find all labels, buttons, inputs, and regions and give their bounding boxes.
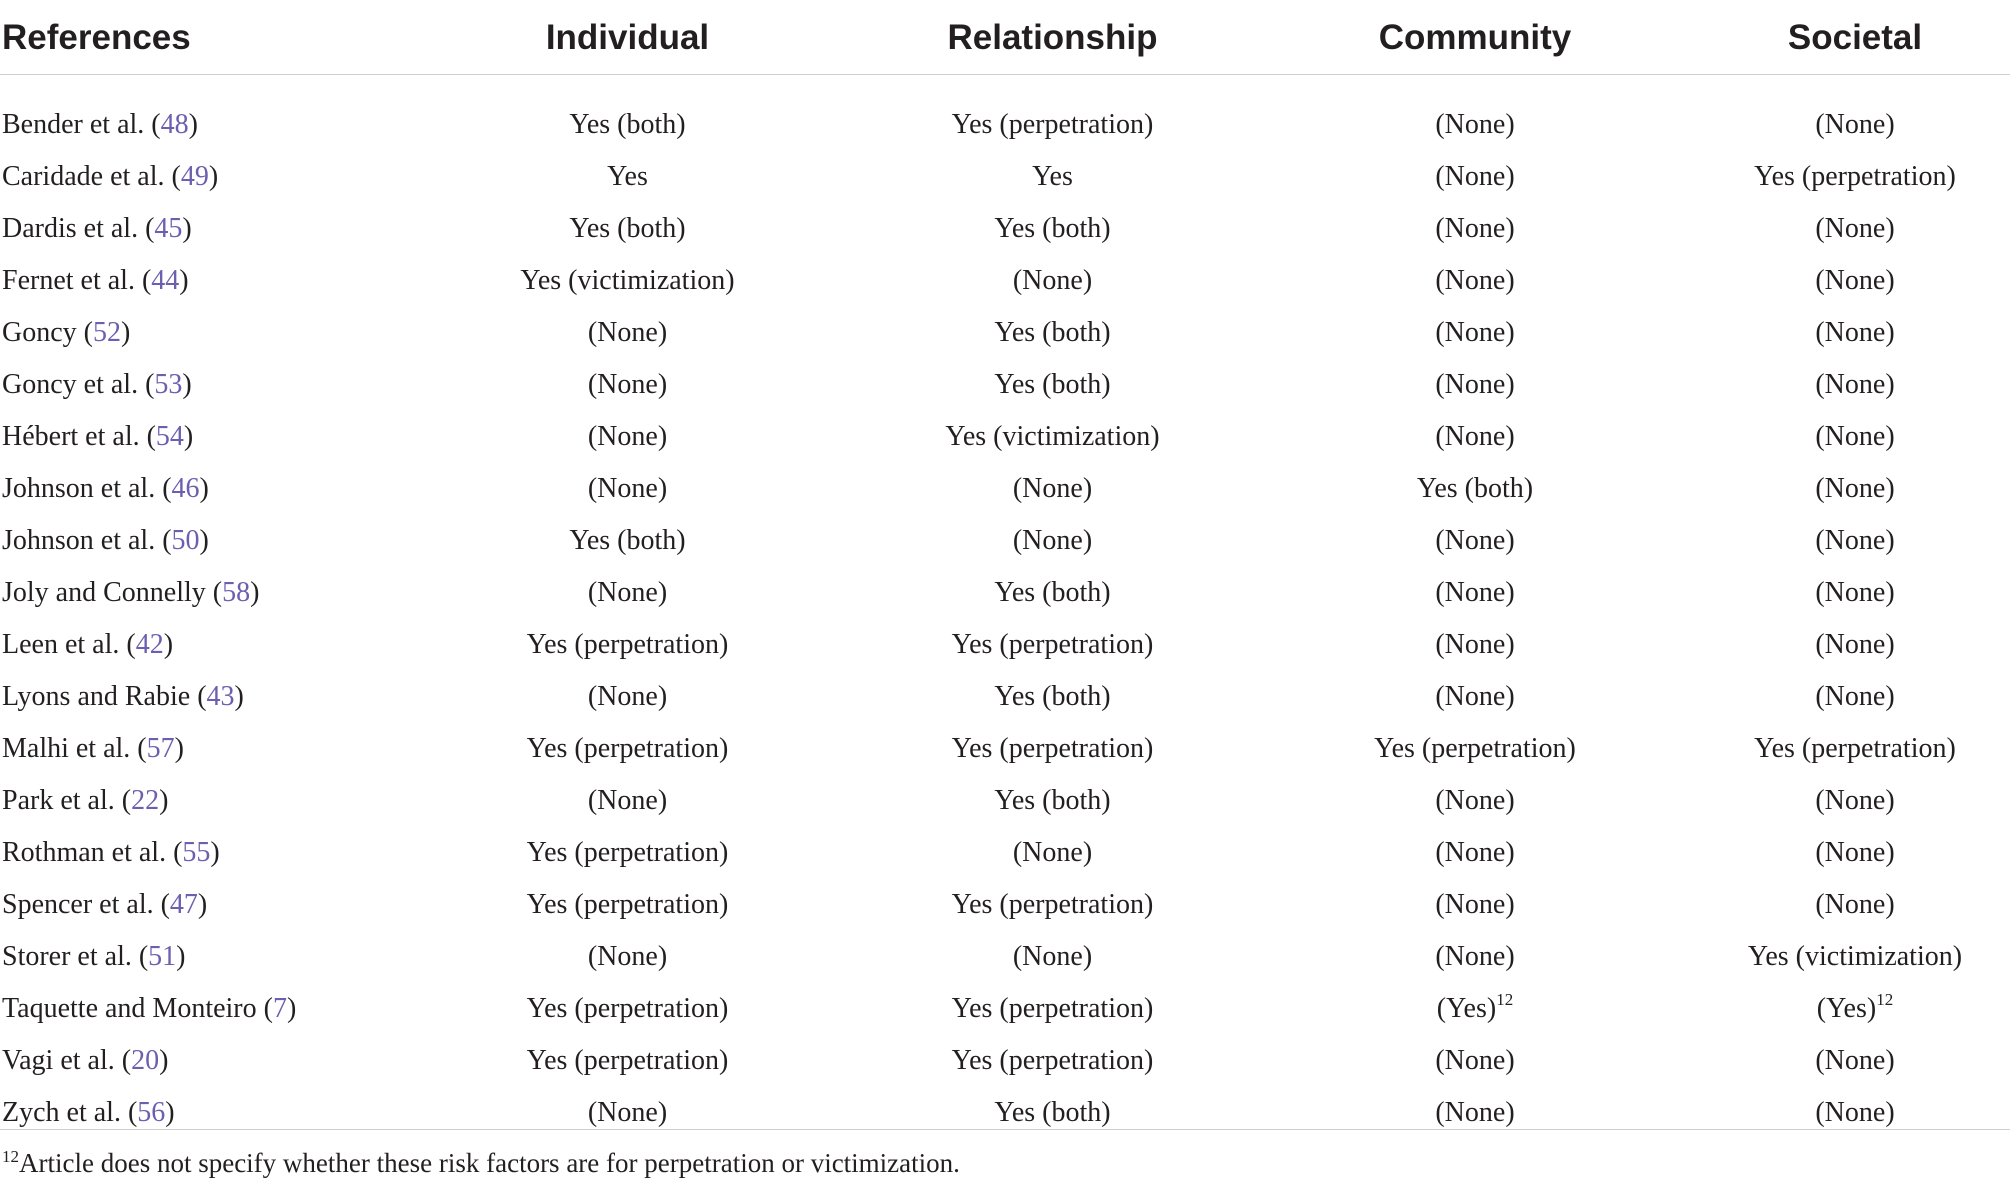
societal-cell — [1700, 1035, 2010, 1087]
table-row — [0, 775, 2010, 827]
reference-cell: Johnson et al. (50) — [2, 525, 209, 556]
table-row — [0, 359, 2010, 411]
citation-link[interactable]: 46 — [171, 473, 200, 504]
reference-cell: Caridade et al. (49) — [2, 161, 219, 192]
societal-value: (None) — [1815, 265, 1895, 296]
table-row — [0, 983, 2010, 1035]
reference-author: Park et al. — [2, 785, 115, 816]
table-footnote — [2, 1147, 960, 1179]
column-header-relationship: Relationship — [855, 0, 1250, 75]
relationship-value: Yes — [1032, 161, 1073, 192]
individual-cell — [400, 1087, 855, 1139]
societal-value: (None) — [1815, 525, 1895, 556]
relationship-cell — [855, 983, 1250, 1035]
individual-cell — [400, 879, 855, 931]
individual-value: (None) — [587, 369, 668, 400]
community-cell — [1250, 827, 1700, 879]
societal-cell — [1700, 671, 2010, 723]
table-row — [0, 515, 2010, 567]
community-value: (None) — [1435, 1097, 1515, 1128]
individual-value: Yes (both) — [569, 213, 686, 244]
header-row — [0, 0, 2010, 75]
societal-cell — [1700, 567, 2010, 619]
community-cell — [1250, 1035, 1700, 1087]
relationship-cell — [855, 411, 1250, 463]
relationship-value: Yes (victimization) — [945, 421, 1160, 452]
relationship-value: Yes (perpetration) — [951, 733, 1154, 764]
societal-value: Yes (victimization) — [1747, 941, 1963, 972]
societal-value: (None) — [1815, 1097, 1895, 1128]
table-row — [0, 827, 2010, 879]
relationship-value: Yes (both) — [994, 317, 1111, 348]
table-header — [0, 0, 2010, 75]
individual-cell — [400, 99, 855, 151]
individual-cell — [400, 567, 855, 619]
citation-link[interactable]: 7 — [272, 993, 287, 1024]
community-value: (None) — [1435, 889, 1515, 920]
reference-author: Fernet et al. — [2, 265, 135, 296]
community-cell — [1250, 775, 1700, 827]
individual-value: (None) — [587, 421, 668, 452]
citation-link[interactable]: 50 — [171, 525, 200, 556]
relationship-value: Yes (both) — [994, 681, 1111, 712]
table-row — [0, 879, 2010, 931]
societal-cell — [1700, 515, 2010, 567]
relationship-cell — [855, 359, 1250, 411]
societal-cell — [1700, 203, 2010, 255]
citation-link[interactable]: 56 — [137, 1097, 166, 1128]
societal-cell — [1700, 775, 2010, 827]
relationship-value: Yes (both) — [994, 577, 1111, 608]
relationship-value: Yes (both) — [994, 213, 1111, 244]
community-cell — [1250, 1087, 1700, 1139]
relationship-cell — [855, 203, 1250, 255]
table-row — [0, 567, 2010, 619]
societal-cell — [1700, 151, 2010, 203]
societal-value: Yes (perpetration) — [1754, 733, 1956, 764]
societal-value: Yes (perpetration) — [1754, 161, 1956, 192]
community-value: (Yes) — [1436, 993, 1497, 1024]
societal-cell — [1700, 463, 2010, 515]
societal-value: (None) — [1815, 577, 1895, 608]
societal-cell — [1700, 619, 2010, 671]
footnote-text: Article does not specify whether these risk factors are for perpetration or victimization. — [19, 1148, 960, 1178]
relationship-cell — [855, 931, 1250, 983]
table-row — [0, 463, 2010, 515]
individual-value: (None) — [587, 785, 668, 816]
community-cell — [1250, 983, 1700, 1035]
relationship-value: (None) — [1012, 525, 1093, 556]
footnote-reference: 12 — [1496, 990, 1514, 1009]
community-value: (None) — [1435, 681, 1515, 712]
table-row — [0, 255, 2010, 307]
citation-link[interactable]: 54 — [155, 421, 184, 452]
community-cell — [1250, 515, 1700, 567]
community-value: (None) — [1435, 369, 1515, 400]
reference-cell: Dardis et al. (45) — [2, 213, 192, 244]
relationship-cell — [855, 619, 1250, 671]
reference-cell: Storer et al. (51) — [2, 941, 186, 972]
reference-author: Caridade et al. — [2, 161, 165, 192]
societal-cell — [1700, 879, 2010, 931]
footnote-marker: 12 — [2, 1147, 19, 1166]
individual-cell — [400, 723, 855, 775]
community-value: (None) — [1435, 421, 1515, 452]
societal-value: (None) — [1815, 785, 1895, 816]
individual-value: Yes (perpetration) — [526, 629, 729, 660]
community-value: Yes (both) — [1416, 473, 1534, 504]
community-cell — [1250, 307, 1700, 359]
community-cell — [1250, 931, 1700, 983]
individual-cell — [400, 307, 855, 359]
societal-cell — [1700, 983, 2010, 1035]
reference-author: Spencer et al. — [2, 889, 154, 920]
community-cell — [1250, 671, 1700, 723]
community-cell — [1250, 463, 1700, 515]
individual-value: Yes (both) — [569, 525, 686, 556]
community-value: (None) — [1435, 1045, 1515, 1076]
societal-value: (None) — [1815, 369, 1895, 400]
relationship-value: Yes (perpetration) — [951, 629, 1154, 660]
individual-cell — [400, 1035, 855, 1087]
relationship-cell — [855, 723, 1250, 775]
citation-link[interactable]: 55 — [182, 837, 211, 868]
individual-cell — [400, 203, 855, 255]
reference-cell: Rothman et al. (55) — [2, 837, 220, 868]
relationship-cell — [855, 255, 1250, 307]
societal-value: (Yes) — [1816, 993, 1877, 1024]
citation-link[interactable]: 43 — [206, 681, 235, 712]
citation-link[interactable]: 52 — [92, 317, 121, 348]
reference-cell: Joly and Connelly (58) — [2, 577, 260, 608]
reference-author: Dardis et al. — [2, 213, 139, 244]
societal-cell — [1700, 255, 2010, 307]
reference-cell: Park et al. (22) — [2, 785, 169, 816]
individual-value: (None) — [587, 473, 668, 504]
community-cell — [1250, 99, 1700, 151]
community-value: (None) — [1435, 785, 1515, 816]
community-value: Yes (perpetration) — [1374, 733, 1576, 764]
societal-cell — [1700, 723, 2010, 775]
table-row — [0, 1035, 2010, 1087]
relationship-cell — [855, 879, 1250, 931]
societal-cell — [1700, 1087, 2010, 1139]
reference-author: Johnson et al. — [2, 473, 156, 504]
reference-cell: Zych et al. (56) — [2, 1097, 175, 1128]
reference-author: Storer et al. — [2, 941, 132, 972]
community-value: (None) — [1435, 265, 1515, 296]
relationship-cell — [855, 463, 1250, 515]
citation-link[interactable]: 49 — [180, 161, 209, 192]
reference-author: Zych et al. — [2, 1097, 121, 1128]
individual-cell — [400, 411, 855, 463]
societal-cell — [1700, 99, 2010, 151]
relationship-value: Yes (perpetration) — [951, 993, 1154, 1024]
community-value: (None) — [1435, 941, 1515, 972]
table-row — [0, 1087, 2010, 1139]
column-header-societal: Societal — [1700, 0, 2010, 75]
reference-cell: Spencer et al. (47) — [2, 889, 208, 920]
community-cell — [1250, 359, 1700, 411]
societal-value: (None) — [1815, 889, 1895, 920]
footnote-reference: 12 — [1876, 990, 1894, 1009]
individual-value: Yes (perpetration) — [526, 837, 729, 868]
societal-value: (None) — [1815, 681, 1895, 712]
reference-cell: Leen et al. (42) — [2, 629, 174, 660]
societal-cell — [1700, 827, 2010, 879]
societal-cell — [1700, 307, 2010, 359]
relationship-value: Yes (both) — [994, 1097, 1111, 1128]
relationship-value: Yes (perpetration) — [951, 889, 1154, 920]
individual-cell — [400, 983, 855, 1035]
individual-value: (None) — [587, 681, 668, 712]
societal-value: (None) — [1815, 213, 1895, 244]
reference-author: Leen et al. — [2, 629, 120, 660]
community-cell — [1250, 723, 1700, 775]
table-row — [0, 671, 2010, 723]
individual-value: (None) — [587, 1097, 668, 1128]
column-header-individual: Individual — [400, 0, 855, 75]
reference-cell: Goncy (52) — [2, 317, 131, 348]
relationship-cell — [855, 671, 1250, 723]
individual-cell — [400, 827, 855, 879]
table-row — [0, 619, 2010, 671]
reference-cell: Bender et al. (48) — [2, 109, 198, 140]
community-value: (None) — [1435, 577, 1515, 608]
reference-cell: Vagi et al. (20) — [2, 1045, 169, 1076]
community-cell — [1250, 567, 1700, 619]
relationship-value: (None) — [1012, 473, 1093, 504]
individual-value: Yes (victimization) — [520, 265, 735, 296]
community-value: (None) — [1435, 317, 1515, 348]
community-value: (None) — [1435, 629, 1515, 660]
reference-cell: Lyons and Rabie (43) — [2, 681, 244, 712]
community-cell — [1250, 411, 1700, 463]
citation-link[interactable]: 58 — [222, 577, 251, 608]
individual-cell — [400, 463, 855, 515]
reference-cell: Goncy et al. (53) — [2, 369, 192, 400]
individual-value: (None) — [587, 941, 668, 972]
citation-link[interactable]: 57 — [146, 733, 175, 764]
column-header-community: Community — [1250, 0, 1700, 75]
reference-author: Malhi et al. — [2, 733, 131, 764]
individual-cell — [400, 515, 855, 567]
individual-value: (None) — [587, 317, 668, 348]
individual-value: (None) — [587, 577, 668, 608]
community-cell — [1250, 255, 1700, 307]
community-cell — [1250, 151, 1700, 203]
societal-value: (None) — [1815, 1045, 1895, 1076]
societal-value: (None) — [1815, 317, 1895, 348]
table-row — [0, 931, 2010, 983]
societal-cell — [1700, 411, 2010, 463]
societal-value: (None) — [1815, 629, 1895, 660]
individual-cell — [400, 359, 855, 411]
table-row — [0, 723, 2010, 775]
reference-author: Rothman et al. — [2, 837, 167, 868]
reference-author: Vagi et al. — [2, 1045, 115, 1076]
reference-author: Johnson et al. — [2, 525, 156, 556]
table-row — [0, 203, 2010, 255]
individual-value: Yes (perpetration) — [526, 889, 729, 920]
community-value: (None) — [1435, 161, 1515, 192]
relationship-value: Yes (perpetration) — [951, 109, 1154, 140]
community-value: (None) — [1435, 109, 1515, 140]
individual-cell — [400, 775, 855, 827]
reference-cell: Hébert et al. (54) — [2, 421, 194, 452]
relationship-cell — [855, 1087, 1250, 1139]
community-value: (None) — [1435, 837, 1515, 868]
reference-author: Bender et al. — [2, 109, 145, 140]
column-header-references: References — [0, 0, 400, 75]
reference-cell: Fernet et al. (44) — [2, 265, 189, 296]
individual-value: Yes (both) — [569, 109, 686, 140]
relationship-value: Yes (both) — [994, 785, 1111, 816]
societal-value: (None) — [1815, 109, 1895, 140]
table-row — [0, 99, 2010, 151]
relationship-value: (None) — [1012, 265, 1093, 296]
reference-author: Lyons and Rabie — [2, 681, 191, 712]
societal-cell — [1700, 931, 2010, 983]
relationship-value: (None) — [1012, 941, 1093, 972]
citation-link[interactable]: 48 — [160, 109, 189, 140]
header-spacer-row — [0, 75, 2010, 100]
reference-cell: Taquette and Monteiro (7) — [2, 993, 297, 1024]
table-row — [0, 151, 2010, 203]
societal-cell — [1700, 359, 2010, 411]
citation-link[interactable]: 53 — [154, 369, 183, 400]
citation-link[interactable]: 47 — [169, 889, 198, 920]
individual-value: Yes (perpetration) — [526, 733, 729, 764]
citation-link[interactable]: 51 — [148, 941, 177, 972]
relationship-value: (None) — [1012, 837, 1093, 868]
societal-value: (None) — [1815, 473, 1895, 504]
relationship-cell — [855, 775, 1250, 827]
societal-value: (None) — [1815, 421, 1895, 452]
reference-author: Taquette and Monteiro — [2, 993, 257, 1024]
individual-cell — [400, 931, 855, 983]
table-row — [0, 307, 2010, 359]
societal-value: (None) — [1815, 837, 1895, 868]
relationship-value: Yes (both) — [994, 369, 1111, 400]
relationship-cell — [855, 99, 1250, 151]
reference-cell: Johnson et al. (46) — [2, 473, 209, 504]
citation-link[interactable]: 20 — [131, 1045, 160, 1076]
relationship-value: Yes (perpetration) — [951, 1045, 1154, 1076]
table-row — [0, 411, 2010, 463]
relationship-cell — [855, 307, 1250, 359]
community-cell — [1250, 879, 1700, 931]
community-cell — [1250, 619, 1700, 671]
community-value: (None) — [1435, 525, 1515, 556]
individual-cell — [400, 151, 855, 203]
citation-link[interactable]: 42 — [135, 629, 164, 660]
reference-author: Goncy et al. — [2, 369, 139, 400]
reference-author: Goncy — [2, 317, 77, 348]
citation-link[interactable]: 22 — [131, 785, 160, 816]
relationship-cell — [855, 151, 1250, 203]
relationship-cell — [855, 827, 1250, 879]
individual-value: Yes — [607, 161, 648, 192]
reference-author: Hébert et al. — [2, 421, 140, 452]
citation-link[interactable]: 45 — [154, 213, 183, 244]
community-value: (None) — [1435, 213, 1515, 244]
community-cell — [1250, 203, 1700, 255]
individual-cell — [400, 671, 855, 723]
individual-cell — [400, 619, 855, 671]
relationship-cell — [855, 567, 1250, 619]
header-spacer-cell — [0, 75, 2010, 100]
table-body — [0, 75, 2010, 1140]
footnote-divider — [0, 1129, 2010, 1130]
reference-author: Joly and Connelly — [2, 577, 206, 608]
relationship-cell — [855, 1035, 1250, 1087]
individual-value: Yes (perpetration) — [526, 1045, 729, 1076]
relationship-cell — [855, 515, 1250, 567]
reference-cell: Malhi et al. (57) — [2, 733, 184, 764]
individual-cell — [400, 255, 855, 307]
citation-link[interactable]: 44 — [151, 265, 180, 296]
individual-value: Yes (perpetration) — [526, 993, 729, 1024]
